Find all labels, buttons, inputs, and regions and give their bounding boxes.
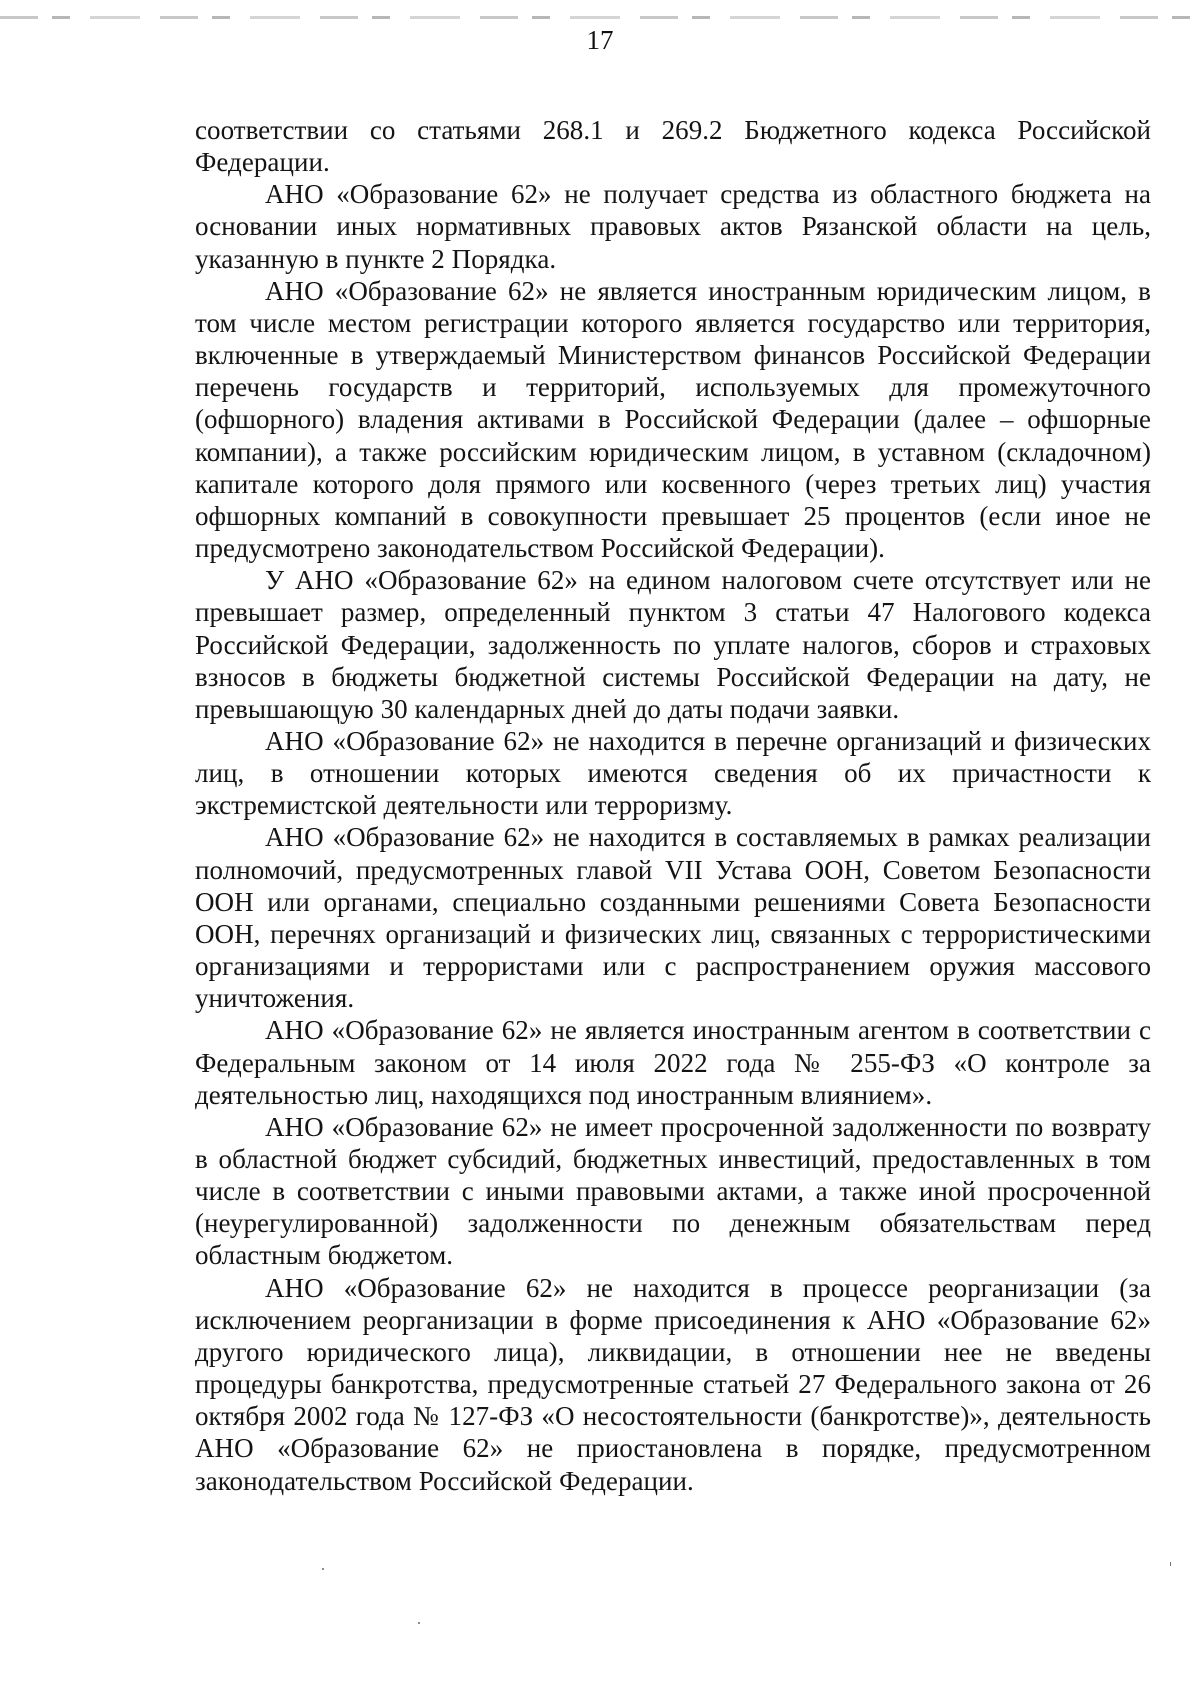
paragraph-9: АНО «Образование 62» не находится в процессе реорганизации (за исключением реорганизации в форме присоединения к АНО «Образование 62» другого юридического лица), ликвидации, в отношении нее не введены процедуры банкротства, предусмотренные статьей 27 Федерального закона от 26 октября 2002 года № 127-ФЗ «О несостоятельности (банкротстве)», деятельность АНО «Образование 62» не приостановлена в порядке, предусмотренном законодательством Российской Федерации. xyxy=(195,1272,1151,1496)
paragraph-2: АНО «Образование 62» не получает средства из областного бюджета на основании иных нормативных правовых актов Рязанской области на цель, указанную в пункте 2 Порядка. xyxy=(195,179,1151,274)
paragraph-6: АНО «Образование 62» не находится в составляемых в рамках реализации полномочий, предусмотренных главой VII Устава ООН, Советом Безопасности ООН или органами, специально созданными решениями Совета Безопасности ООН, перечнях организаций и физических лиц, связанных с террористическими организациями и террористами или с распространением оружия массового уничтожения. xyxy=(195,822,1151,1014)
paragraph-5: АНО «Образование 62» не находится в перечне организаций и физических лиц, в отношении которых имеются сведения об их причастности к экстремистской деятельности или терроризму. xyxy=(195,725,1151,821)
paragraph-4: У АНО «Образование 62» на едином налоговом счете отсутствует или не превышает размер, определенный пунктом 3 статьи 47 Налогового кодекса Российской Федерации, задолженность по уплате налогов, сборов и страховых взносов в бюджеты бюджетной системы Российской Федерации на дату, не превышающую 30 календарных дней до даты подачи заявки. xyxy=(195,565,1151,724)
scan-speck xyxy=(322,1568,324,1570)
page-number: 17 xyxy=(586,25,614,55)
scan-speck xyxy=(1170,1562,1171,1566)
scan-edge-artifact xyxy=(0,16,1200,19)
paragraph-1: соответствии со статьями 268.1 и 269.2 Бюджетного кодекса Российской Федерации. xyxy=(195,115,1151,178)
paragraph-8: АНО «Образование 62» не имеет просроченной задолженности по возврату в областной бюджет субсидий, бюджетных инвестиций, предоставленных в том числе в соответствии с иными правовыми актами, а также иной просроченной (неурегулированной) задолженности по денежным обязательствам перед областным бюджетом. xyxy=(195,1111,1151,1271)
paragraph-7: АНО «Образование 62» не является иностранным агентом в соответствии с Федеральным законом от 14 июля 2022 года № 255-ФЗ «О контроле за деятельностью лиц, находящихся под иностранным влиянием». xyxy=(195,1015,1151,1110)
scan-speck xyxy=(418,1622,420,1624)
document-body xyxy=(195,114,1151,1497)
paragraph-3: АНО «Образование 62» не является иностранным юридическим лицом, в том числе местом регистрации которого является государство или территория, включенные в утверждаемый Министерством финансов Российской Федерации перечень государств и территорий, используемых для промежуточного (офшорного) владения активами в Российской Федерации (далее – офшорные компании), а также российским юридическим лицом, в уставном (складочном) капитале которого доля прямого или косвенного (через третьих лиц) участия офшорных компаний в совокупности превышает 25 процентов (если иное не предусмотрено законодательством Российской Федерации). xyxy=(195,275,1151,564)
